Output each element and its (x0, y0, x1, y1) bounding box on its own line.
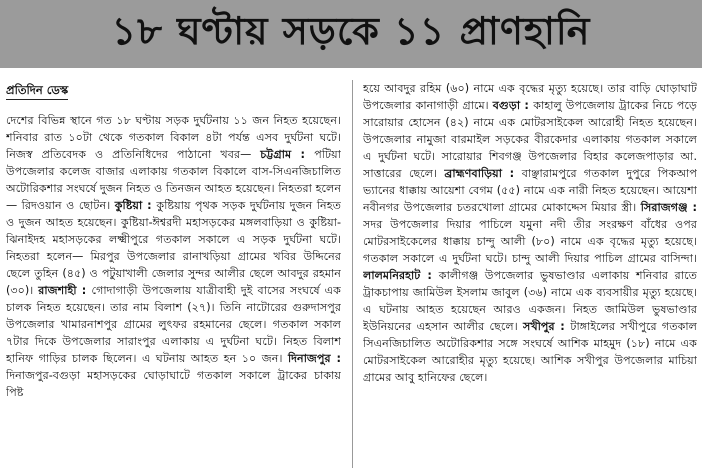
paragraph-segment: সদর উপজেলার দিয়ার পাচিলে যমুনা নদী তীর সংরক্ষণ বাঁধের ওপর মোটরসাইকেলের ধাক্কায় চান্দু আলী (৮০) নামে এক বৃদ্ধের মৃত্যু হয়েছে। গতকাল সকালে এ দুর্ঘটনা ঘটে। চান্দু আলী দিয়ার পাচিল গ্রামের বাসিন্দা। (363, 218, 697, 265)
district-label: রাজশাহী : (38, 284, 92, 297)
district-label: লালমনিরহাট : (363, 269, 439, 282)
paragraph-segment: টাঙ্গাইলের সখীপুরে গতকাল সিএনজিচালিত অটোরিকশার সঙ্গে সংঘর্ষে আশিক মাহমুদ (১৮) নামে এক মোটরসাইকেল আরোহীর মৃত্যু হয়েছে। আশিক সখীপুর উপজেলার মাচিয়া গ্রামের আবু হানিফের ছেলে। (363, 320, 697, 384)
article-text-right (363, 80, 697, 386)
district-label: সিরাজগঞ্জ : (640, 201, 697, 214)
paragraph-segment: কালীগঞ্জ উপজেলার ভুষভাণ্ডার এলাকায় শনিবার রাতে ট্রাকচাপায় জামিউল ইসলাম জাবুল (৩৬) নামে এক ব্যবসায়ীর মৃত্যু হয়েছে। এ ঘটনায় আহত হয়েছেন আরও একজন। নিহত জামিউল ভুষভাণ্ডার ইউনিয়নের এহসান আলীর ছেলে। (363, 269, 697, 333)
paragraph-segment: বাঞ্ছারামপুরে গতকাল দুপুরে পিকআপ ভ্যানের ধাক্কায় আয়েশা বেগম (৫৫) নামে এক নারী নিহত হয়েছেন। আয়েশা নবীনগর উপজেলার চতরখোলা গ্রামের মোকাদ্দেস মিয়ার স্ত্রী। (363, 167, 697, 214)
article-column-right (363, 80, 697, 468)
district-label: ব্রাহ্মণবাড়িয়া : (444, 167, 522, 180)
byline: প্রতিদিন ডেস্ক (6, 82, 68, 100)
district-label: কুষ্টিয়া : (114, 199, 157, 212)
paragraph-segment: কুষ্টিয়ায় পৃথক সড়ক দুর্ঘটনায় দুজন নিহত ও দুজন আহত হয়েছেন। কুষ্টিয়া-ঈশ্বরদী মহাসড়কের মঙ্গলবাড়িয়া ও কুষ্টিয়া-ঝিনাইদহ মহাসড়কের লক্ষ্মীপুরে গতকাল সকালে এ সড়ক দুর্ঘটনা ঘটে। নিহতরা হলেন— মিরপুর উপজেলার রানাখড়িয়া গ্রামের খবির উদ্দিনের ছেলে তুহিন (৪৫) ও পটুয়াখালী জেলার সুন্দর আলীর ছেলে আবদুর রহমান (৩০)। (6, 199, 341, 297)
paragraph-segment: গোদাগাড়ী উপজেলায় যাত্রীবাহী দুই বাসের সংঘর্ষে এক চালক নিহত হয়েছেন। তার নাম বিলাশ (২৭)। তিনি নাটোরের গুরুদাসপুর উপজেলার খামারনাশপুর গ্রামের লুৎফর রহমানের ছেলে। গতকাল সকাল ৭টার দিকে উপজেলার সারাংপুর এলাকায় এ দুর্ঘটনা ঘটে। নিহত বিলাশ হানিফ গাড়ির চালক ছিলেন। এ ঘটনায় আহত হন ১০ জন। (6, 284, 341, 365)
headline: ১৮ ঘণ্টায় সড়কে ১১ প্রাণহানি (111, 8, 591, 53)
paragraph-segment: পটিয়া উপজেলার কলেজ বাজার এলাকায় গতকাল বিকালে বাস-সিএনজিচালিত অটোরিকশার সংঘর্ষে দুজন নিহত ও তিনজন আহত হয়েছেন। নিহতরা হলেন— রিদওয়ান ও ছোটন। (6, 148, 341, 212)
article-column-left (6, 82, 341, 470)
article-text-left (6, 112, 341, 401)
paragraph-segment: দেশের বিভিন্ন স্থানে গত ১৮ ঘণ্টায় সড়ক দুর্ঘটনায় ১১ জন নিহত হয়েছেন। শনিবার রাত ১০টা থেকে গতকাল বিকাল ৪টা পর্যন্ত এসব দুর্ঘটনা ঘটে। নিজস্ব প্রতিবেদক ও প্রতিনিধিদের পাঠানো খবর— (6, 114, 341, 161)
district-label: সখীপুর : (522, 320, 571, 333)
paragraph-segment: হয়ে আবদুর রহিম (৬০) নামে এক বৃদ্ধের মৃত্যু হয়েছে। তার বাড়ি ঘোড়াঘাট উপজেলার কানাগাড়ী গ্রামে। (363, 82, 697, 112)
paragraph-segment: কাহালু উপজেলায় ট্রাকের নিচে পড়ে সারোয়ার হোসেন (৪২) নামে এক মোটরসাইকেল আরোহী নিহত হয়েছেন। উপজেলার নামুজা বারমাইল সড়কের বীরকেদার এলাকায় গতকাল সকালে এ দুর্ঘটনা ঘটে। সারোয়ার শিবগঞ্জ উপজেলার বিহার কলেজপাড়ার আ. সাত্তারের ছেলে। (363, 99, 697, 180)
district-label: চট্টগ্রাম : (260, 148, 315, 161)
headline-banner (0, 0, 702, 68)
column-divider (352, 80, 353, 468)
paragraph-segment: দিনাজপুর-বগুড়া মহাসড়কের ঘোড়াঘাটে গতকাল সকালে ট্রাকের চাকায় পিষ্ট (6, 369, 341, 399)
district-label: দিনাজপুর : (287, 352, 341, 365)
district-label: বগুড়া : (492, 99, 534, 112)
